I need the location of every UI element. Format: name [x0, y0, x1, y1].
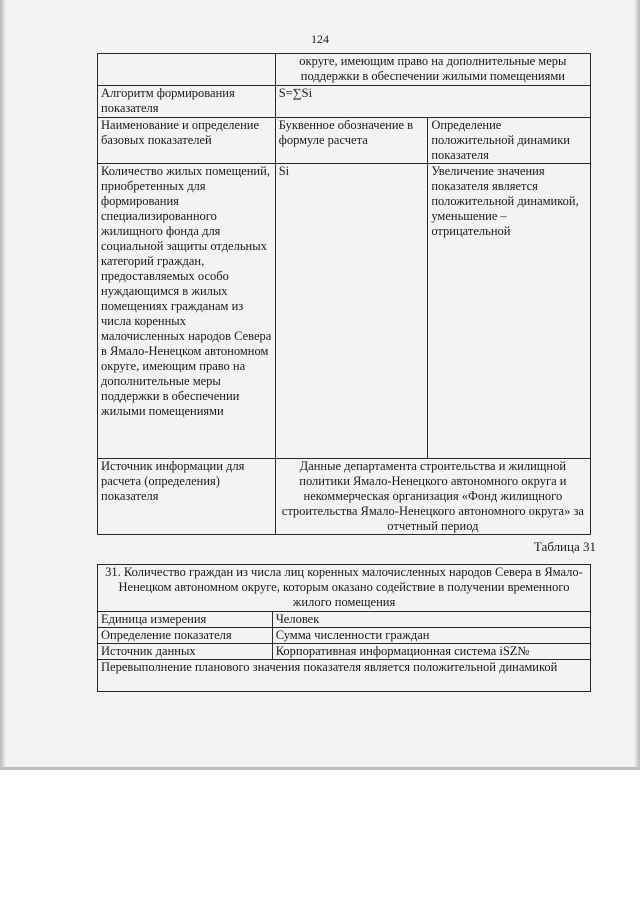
indicator-table-31	[97, 564, 591, 692]
empty-cell	[98, 54, 276, 86]
header-positive-dynamics: Определение положительной динамики показателя	[428, 118, 591, 164]
table-31-footer: Перевыполнение планового значения показателя является положительной динамикой	[98, 660, 591, 692]
page-bottom-edge	[0, 767, 640, 770]
header-letter-symbol: Буквенное обозначение в формуле расчета	[275, 118, 428, 164]
row-value: Человек	[272, 612, 590, 628]
row-value: Корпоративная информационная система iSZ№	[272, 644, 590, 660]
row-label: Источник данных	[98, 644, 273, 660]
row-value: Сумма численности граждан	[272, 628, 590, 644]
indicator-symbol-cell: Si	[275, 164, 428, 459]
source-value: Данные департамента строительства и жилищной политики Ямало-Ненецкого автономного округа и некоммерческая организация «Фонд жилищного строительства Ямало-Ненецкого автономного округа» за отчетный период	[275, 459, 590, 535]
indicator-dynamics-cell: Увеличение значения показателя является положительной динамикой, уменьшение – отрицательной	[428, 164, 591, 459]
algorithm-label: Алгоритм формирования показателя	[98, 86, 276, 118]
page-edge-right	[634, 0, 640, 770]
row-label: Единица измерения	[98, 612, 273, 628]
page-number: 124	[311, 32, 329, 46]
row-label: Определение показателя	[98, 628, 273, 644]
indicator-name-cell: Количество жилых помещений, приобретенных для формирования специализированного жилищного фонда для социальной защиты отдельных категорий граждан, предоставляемых особо нуждающимся в жилых помещениях гражданам из числа коренных малочисленных народов Севера в Ямало-Ненецком автономном округе, имеющим право на дополнительные меры поддержки в обеспечении жилыми помещениями	[98, 164, 276, 459]
header-base-indicators: Наименование и определение базовых показателей	[98, 118, 276, 164]
page-edge-left	[0, 0, 6, 770]
algorithm-formula: S=∑Si	[275, 86, 590, 118]
continued-text-cell: округе, имеющим право на дополнительные меры поддержки в обеспечении жилыми помещениями	[275, 54, 590, 86]
table-31-title: 31. Количество граждан из числа лиц коренных малочисленных народов Севера в Ямало-Ненецком автономном округе, которым оказано содействие в получении временного жилого помещения	[98, 565, 591, 612]
indicator-table-30	[97, 53, 591, 535]
source-label: Источник информации для расчета (определения) показателя	[98, 459, 276, 535]
table-caption: Таблица 31	[533, 539, 596, 554]
